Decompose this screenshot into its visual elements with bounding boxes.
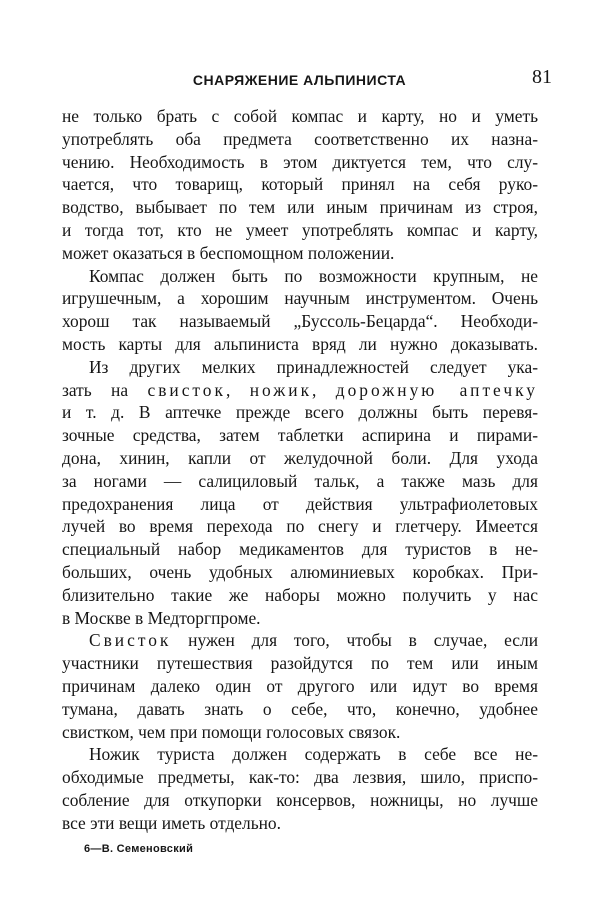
text-line: свистком, чем при помощи голосовых связок. xyxy=(62,721,401,742)
text-line: больших, очень удобных алюминиевых коробках. При- xyxy=(62,561,538,582)
text-line: не только брать с собой компас и карту, но и уметь xyxy=(62,106,538,126)
running-title: СНАРЯЖЕНИЕ АЛЬПИНИСТА xyxy=(192,72,407,88)
text-line: мость карты для альпиниста вряд ли нужно доказывать. xyxy=(62,333,538,354)
text-line: причинам далеко один от другого или идут во время xyxy=(62,675,538,696)
paragraph-1 xyxy=(62,105,538,265)
text-line: предохранения лица от действия ультрафиолетовых xyxy=(62,493,538,514)
text-line: игрушечным, а хорошим научным инструментом. Очень xyxy=(62,288,538,309)
text-fragment: , xyxy=(312,379,336,400)
spaced-word: ножик xyxy=(249,379,313,400)
text-line: может оказаться в беспомощном положении. xyxy=(62,242,395,263)
body-text xyxy=(62,105,538,835)
text-line: Ножик туриста должен содержать в себе все не- xyxy=(89,744,538,765)
paragraph-4 xyxy=(62,629,538,743)
text-line: лучей во время перехода по снегу и глетчеру. Имеется xyxy=(62,516,538,537)
paragraph-3 xyxy=(62,356,538,630)
text-line: Компас должен быть по возможности крупным, не xyxy=(89,265,538,286)
text-line: участники путешествия разойдутся по тем или иным xyxy=(62,653,538,674)
text-line: собление для откупорки консервов, ножницы, но лучше xyxy=(62,789,538,810)
text-fragment: нужен для того, чтобы в случае, если xyxy=(171,630,538,651)
text-line: дона, хинин, капли от желудочной боли. Для ухода xyxy=(62,447,538,468)
text-line: Из других мелких принадлежностей следует ука- xyxy=(89,356,538,377)
text-line xyxy=(62,629,538,652)
signature-mark: 6—В. Семеновский xyxy=(84,843,194,855)
paragraph-5 xyxy=(62,743,538,834)
text-line: чается, что товарищ, который принял на себя руко- xyxy=(62,174,538,195)
text-line: обходимые предметы, как-то: два лезвия, шило, приспо- xyxy=(62,767,538,788)
paragraph-2 xyxy=(62,265,538,356)
text-line: хорош так называемый „Буссоль-Бецарда“. Необходи- xyxy=(62,311,538,332)
text-line: водство, выбывает по тем или иным причинам из строя, xyxy=(62,197,538,218)
text-line: и тогда тот, кто не умеет употреблять компас и карту, xyxy=(62,219,538,240)
text-line: за ногами — салициловый тальк, а также мазь для xyxy=(62,470,538,491)
text-line xyxy=(62,379,538,402)
text-line: употреблять оба предмета соответственно их назна- xyxy=(62,128,538,149)
spaced-word: Свисток xyxy=(89,630,172,651)
text-line: чению. Необходимость в этом диктуется тем, что слу- xyxy=(62,151,538,172)
text-line: в Москве в Медторгпроме. xyxy=(62,607,261,628)
text-line: и т. д. В аптечке прежде всего должны быть перевя- xyxy=(62,402,538,423)
running-header xyxy=(62,66,552,92)
text-line: специальный набор медикаментов для туристов в не- xyxy=(62,539,538,560)
text-line: все эти вещи иметь отдельно. xyxy=(62,812,281,833)
text-fragment: , xyxy=(225,379,250,400)
text-line: тумана, давать знать о себе, что, конечно, удобнее xyxy=(62,698,538,719)
spaced-word: свисток xyxy=(147,379,226,400)
spaced-word: дорожную аптечку xyxy=(335,379,538,400)
text-line: зочные средства, затем таблетки аспирина и пирами- xyxy=(62,425,538,446)
text-fragment: зать на xyxy=(62,379,148,400)
text-line: близительно такие же наборы можно получить у нас xyxy=(62,584,538,605)
page-number: 81 xyxy=(532,66,552,88)
